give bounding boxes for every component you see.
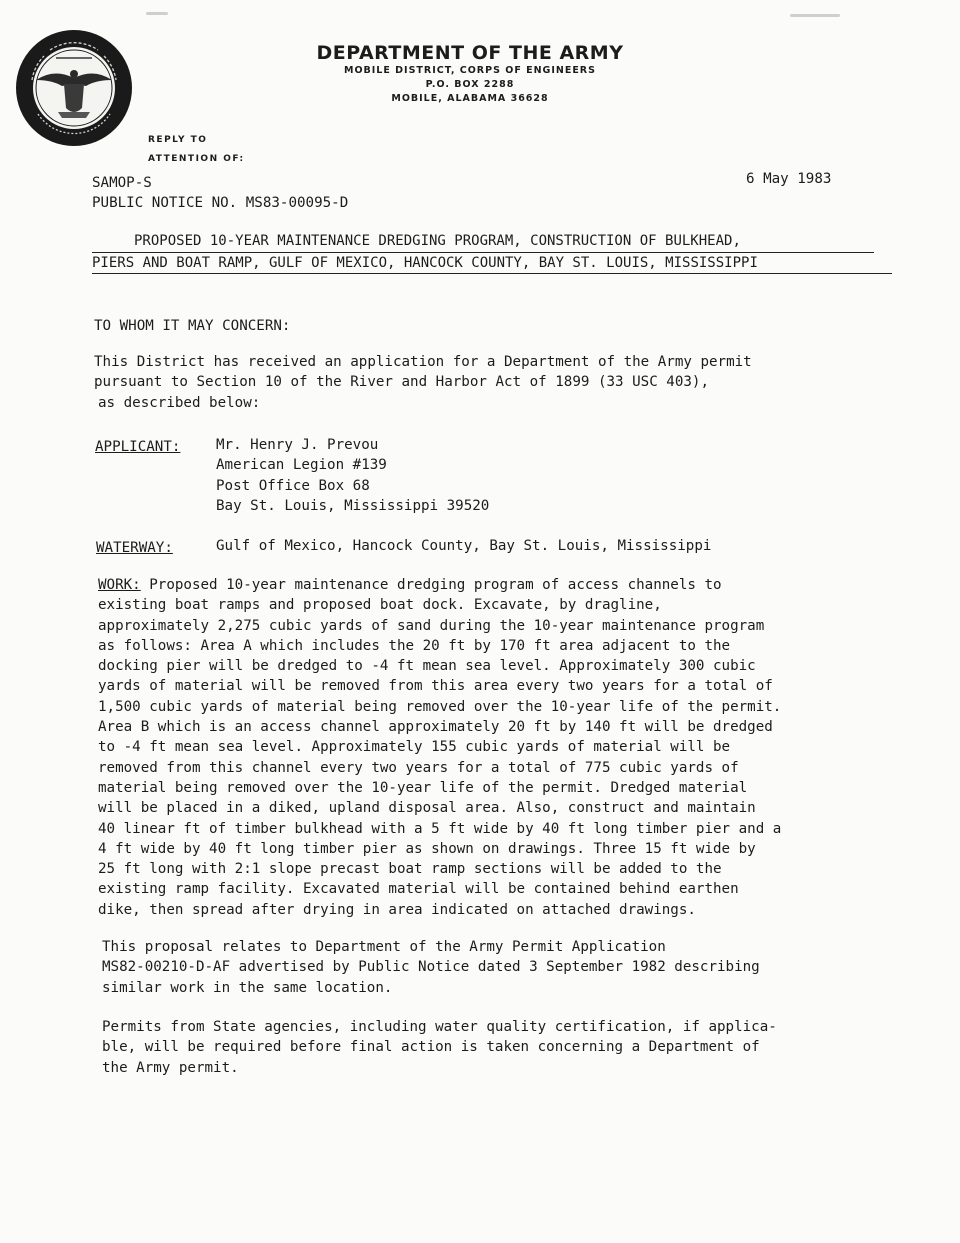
district-line: MOBILE DISTRICT, CORPS OF ENGINEERS [344, 65, 596, 76]
permits-line: the Army permit. [102, 1059, 239, 1076]
permits-line: Permits from State agencies, including water quality certification, if applica- [102, 1019, 777, 1035]
reply-to-block [148, 131, 245, 169]
state-permits-paragraph [102, 1017, 777, 1078]
applicant-line: Bay St. Louis, Mississippi 39520 [216, 497, 490, 514]
department-name: DEPARTMENT OF THE ARMY [316, 42, 624, 64]
work-line: material being removed over the 10-year life of the permit. Dredged material [98, 779, 748, 796]
work-first-line: Proposed 10-year maintenance dredging program of access channels to [140, 577, 722, 593]
work-line: will be placed in a diked, upland disposal area. Also, construct and maintain [98, 800, 756, 817]
notice-title [92, 231, 892, 274]
salutation: TO WHOM IT MAY CONCERN: [94, 318, 291, 334]
work-paragraph [98, 575, 781, 920]
applicant-line: Mr. Henry J. Prevou [216, 437, 379, 453]
scan-mark [146, 12, 168, 15]
intro-line: pursuant to Section 10 of the River and Harbor Act of 1899 (33 USC 403), [94, 374, 709, 391]
applicant-line: American Legion #139 [216, 457, 387, 474]
work-line: yards of material will be removed from this area every two years for a total of [98, 678, 773, 695]
work-line: existing ramp facility. Excavated material will be contained behind earthen [98, 881, 739, 898]
waterway-label: WATERWAY: [96, 540, 173, 556]
title-line-1: PROPOSED 10-YEAR MAINTENANCE DREDGING PROGRAM, CONSTRUCTION OF BULKHEAD, [92, 231, 874, 253]
title-line-2: PIERS AND BOAT RAMP, GULF OF MEXICO, HANCOCK COUNTY, BAY ST. LOUIS, MISSISSIPPI [92, 253, 892, 275]
work-line: 25 ft long with 2:1 slope precast boat ramp sections will be added to the [98, 861, 722, 878]
applicant-label: APPLICANT: [95, 439, 181, 455]
work-line: 4 ft wide by 40 ft long timber pier as shown on drawings. Three 15 ft wide by [98, 840, 756, 857]
intro-paragraph [94, 352, 752, 413]
work-line: Area B which is an access channel approximately 20 ft by 140 ft will be dredged [98, 719, 773, 736]
permits-line: ble, will be required before final action is taken concerning a Department of [102, 1039, 760, 1056]
related-line: similar work in the same location. [102, 979, 393, 996]
work-line: approximately 2,275 cubic yards of sand during the 10-year maintenance program [98, 617, 765, 634]
waterway-value: Gulf of Mexico, Hancock County, Bay St. Louis, Mississippi [216, 538, 712, 554]
public-notice-number: PUBLIC NOTICE NO. MS83-00095-D [92, 195, 349, 211]
work-line: 1,500 cubic yards of material being removed over the 10-year life of the permit. [98, 698, 782, 715]
reply-to-label: REPLY TO [148, 135, 208, 145]
work-line: dike, then spread after drying in area indicated on attached drawings. [98, 901, 696, 918]
work-line: removed from this channel every two years for a total of 775 cubic yards of [98, 759, 739, 776]
office-symbol: SAMOP-S [92, 175, 152, 191]
scan-mark [790, 14, 840, 17]
applicant-line: Post Office Box 68 [216, 477, 370, 494]
work-label: WORK: [98, 577, 141, 593]
letterhead [285, 42, 655, 106]
work-line: as follows: Area A which includes the 20 ft by 170 ft area adjacent to the [98, 637, 731, 654]
work-line: existing boat ramps and proposed boat dock. Excavate, by dragline, [98, 597, 662, 614]
related-line: This proposal relates to Department of the Army Permit Application [102, 939, 666, 955]
related-application-paragraph [102, 937, 760, 998]
work-line: 40 linear ft of timber bulkhead with a 5 ft wide by 40 ft long timber pier and a [98, 820, 782, 837]
applicant-address [216, 435, 489, 516]
intro-line: This District has received an application for a Department of the Army permit [94, 354, 752, 370]
attention-of-label: ATTENTION OF: [148, 154, 245, 164]
work-line: docking pier will be dredged to -4 ft mean sea level. Approximately 300 cubic [98, 658, 756, 675]
po-box-line: P.O. BOX 2288 [425, 79, 515, 90]
work-line: to -4 ft mean sea level. Approximately 155 cubic yards of material will be [98, 739, 731, 756]
related-line: MS82-00210-D-AF advertised by Public Notice dated 3 September 1982 describing [102, 959, 760, 976]
city-line: MOBILE, ALABAMA 36628 [391, 93, 549, 104]
notice-date: 6 May 1983 [746, 171, 832, 187]
department-of-defense-seal [14, 28, 134, 148]
intro-line: as described below: [98, 394, 261, 411]
